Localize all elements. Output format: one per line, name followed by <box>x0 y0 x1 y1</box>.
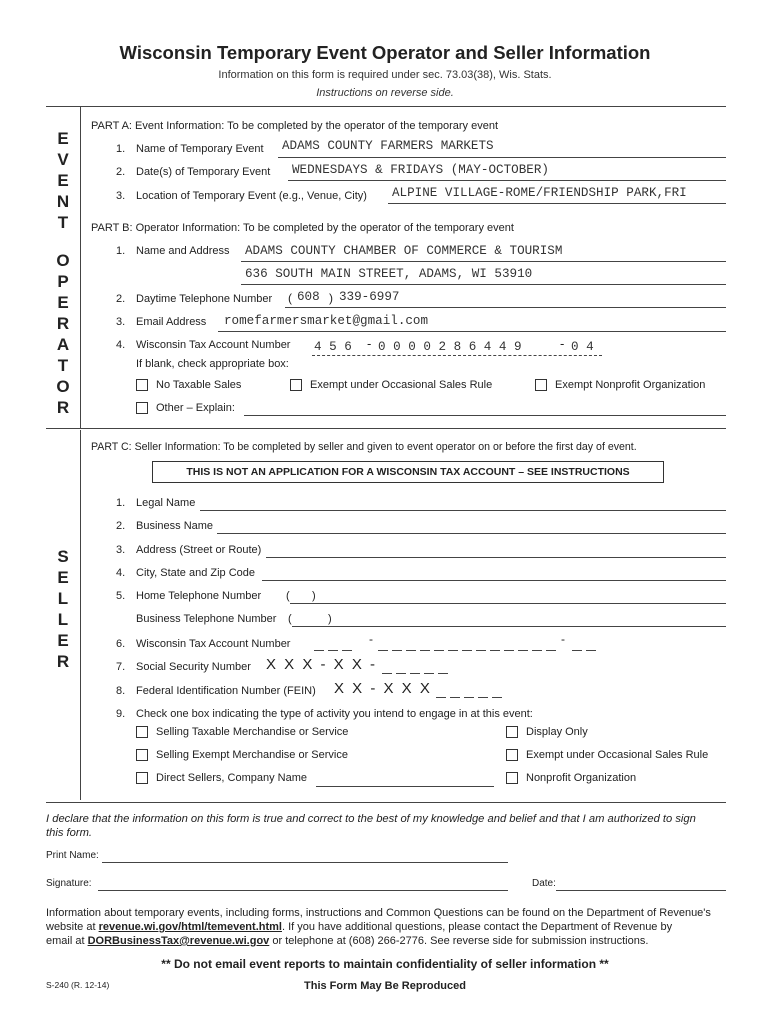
part-b-item3-num: 3. <box>116 316 126 328</box>
direct-sellers-label: Direct Sellers, Company Name <box>156 772 307 784</box>
operator-email-value[interactable]: romefarmersmarket@gmail.com <box>224 314 429 328</box>
exempt-occasional-label: Exempt under Occasional Sales Rule <box>310 379 493 391</box>
direct-sellers-company-line[interactable] <box>316 786 494 787</box>
operator-address-value[interactable]: 636 SOUTH MAIN STREET, ADAMS, WI 53910 <box>245 267 533 281</box>
business-phone-line[interactable] <box>292 626 726 627</box>
seller-item4-num: 4. <box>116 567 126 579</box>
selling-exempt-label: Selling Exempt Merchandise or Service <box>156 749 348 761</box>
instructions-note: Instructions on reverse side. <box>316 87 454 99</box>
other-explain-line[interactable] <box>244 415 726 416</box>
form-id: S-240 (R. 12-14) <box>46 980 110 990</box>
seller-city-label: City, State and Zip Code <box>136 567 256 579</box>
business-phone-close-paren: ) <box>328 613 332 625</box>
legal-name-label: Legal Name <box>136 497 196 509</box>
fein-digit-blank <box>478 697 488 698</box>
exempt-nonprofit-label: Exempt Nonprofit Organization <box>555 379 706 391</box>
event-name-label: Name of Temporary Event <box>136 143 264 155</box>
tax-digit-blank <box>314 650 324 651</box>
part-a-item1-num: 1. <box>116 143 126 155</box>
display-only-label: Display Only <box>526 726 588 738</box>
required-note: Information on this form is required under sec. 73.03(38), Wis. Stats. <box>218 69 552 81</box>
seller-item8-num: 8. <box>116 685 126 697</box>
info-mid: . If you have additional questions, please contact the Department of Revenue by <box>281 921 673 933</box>
tax-digit-blank <box>342 650 352 651</box>
home-phone-label: Home Telephone Number <box>136 590 262 602</box>
info-line2 <box>46 921 672 933</box>
fein-digit-blank <box>450 697 460 698</box>
part-c-heading: PART C: Seller Information: To be completed by seller and given to event operator on or before the first day of event. <box>91 441 637 453</box>
side-label-operator: O P E R A T O R <box>56 251 70 417</box>
ssn-mask: X X X - X X - <box>266 656 378 673</box>
ssn-digit-blank <box>438 673 448 674</box>
business-phone-open-paren: ( <box>288 613 292 625</box>
display-only-checkbox[interactable] <box>506 726 518 738</box>
event-dates-label: Date(s) of Temporary Event <box>136 166 271 178</box>
mid-rule <box>46 428 726 429</box>
seller-item7-num: 7. <box>116 661 126 673</box>
nonprofit-label: Nonprofit Organization <box>526 772 637 784</box>
date-line[interactable] <box>556 890 726 891</box>
activity-label: Check one box indicating the type of activity you intend to engage in at this event: <box>136 708 533 720</box>
declaration-line1: I declare that the information on this form is true and correct to the best of my knowledge and belief and that I am authorized to sign <box>46 813 696 825</box>
operator-phone-close-paren: ) <box>329 291 333 305</box>
tax-digit-blank <box>392 650 402 651</box>
left-divider-seller <box>80 430 81 800</box>
fein-digit-blank <box>436 697 446 698</box>
tax-digit-blank <box>378 650 388 651</box>
tax-digit-blank <box>546 650 556 651</box>
selling-taxable-label: Selling Taxable Merchandise or Service <box>156 726 349 738</box>
info-pre-link: website at <box>46 921 96 933</box>
tax-digit-blank <box>462 650 472 651</box>
tax-digit-blank <box>476 650 486 651</box>
ssn-digit-blank <box>396 673 406 674</box>
fein-digit-blank <box>464 697 474 698</box>
seller-item1-num: 1. <box>116 497 126 509</box>
operator-address-line <box>241 284 726 285</box>
tax-digit-blank <box>328 650 338 651</box>
event-dates-value[interactable]: WEDNESDAYS & FRIDAYS (MAY-OCTOBER) <box>292 163 549 177</box>
tax-digit-blank <box>532 650 542 651</box>
info-line3-pre: email at <box>46 935 85 947</box>
side-label-event: E V E N T <box>56 129 70 232</box>
operator-tax-part2[interactable]: 0 0 0 0 2 8 6 4 4 9 <box>378 340 522 354</box>
operator-phone-area[interactable]: 608 <box>297 290 320 304</box>
other-explain-label: Other – Explain: <box>156 402 235 414</box>
seller-item9-num: 9. <box>116 708 126 720</box>
side-label-seller: S E L L E R <box>56 547 70 671</box>
home-phone-line[interactable] <box>290 603 726 604</box>
seller-tax-account-label: Wisconsin Tax Account Number <box>136 638 291 650</box>
tax-digit-blank <box>504 650 514 651</box>
seller-address-label: Address (Street or Route) <box>136 544 262 556</box>
info-line1: Information about temporary events, including forms, instructions and Common Questions can be found on the Department of Revenue's <box>46 907 711 919</box>
operator-tax-sep2: - <box>560 336 565 351</box>
seller-tax-sep1: - <box>369 632 373 646</box>
blank-check-note: If blank, check appropriate box: <box>136 358 289 370</box>
selling-taxable-checkbox[interactable] <box>136 726 148 738</box>
operator-email-label: Email Address <box>136 316 207 328</box>
exempt-nonprofit-checkbox[interactable] <box>535 379 547 391</box>
business-name-label: Business Name <box>136 520 214 532</box>
seller-tax-sep2: - <box>561 632 565 646</box>
home-phone-open-paren: ( <box>286 590 290 602</box>
nonprofit-checkbox[interactable] <box>506 772 518 784</box>
temevent-link[interactable]: revenue.wi.gov/html/temevent.html <box>98 921 282 933</box>
signature-label: Signature: <box>46 878 92 889</box>
selling-exempt-checkbox[interactable] <box>136 749 148 761</box>
date-label: Date: <box>532 878 556 889</box>
operator-tax-account-label: Wisconsin Tax Account Number <box>136 339 291 351</box>
email-link[interactable]: DORBusinessTax@revenue.wi.gov <box>87 935 270 947</box>
event-name-line <box>278 157 726 158</box>
bottom-rule <box>46 802 726 803</box>
tax-digit-blank <box>406 650 416 651</box>
ssn-digit-blank <box>382 673 392 674</box>
event-name-value[interactable]: ADAMS COUNTY FARMERS MARKETS <box>282 139 494 153</box>
operator-phone-value[interactable]: 339-6997 <box>339 290 400 304</box>
fein-label: Federal Identification Number (FEIN) <box>136 685 316 697</box>
part-b-item2-num: 2. <box>116 293 126 305</box>
print-name-label: Print Name: <box>46 850 99 861</box>
business-phone-label: Business Telephone Number <box>136 613 277 625</box>
operator-phone-open-paren: ( <box>288 291 292 305</box>
event-location-label: Location of Temporary Event (e.g., Venue, City) <box>136 190 367 202</box>
legal-name-line[interactable] <box>200 510 726 511</box>
operator-tax-part1[interactable]: 4 5 6 <box>314 340 352 354</box>
top-rule <box>46 106 726 107</box>
part-a-heading: PART A: Event Information: To be completed by the operator of the temporary event <box>91 120 499 132</box>
part-b-item4-num: 4. <box>116 339 126 351</box>
operator-phone-line <box>285 307 726 308</box>
operator-name-label: Name and Address <box>136 245 230 257</box>
no-taxable-sales-checkbox[interactable] <box>136 379 148 391</box>
tax-digit-blank <box>572 650 582 651</box>
print-name-line[interactable] <box>102 862 508 863</box>
exempt-occasional-seller-checkbox[interactable] <box>506 749 518 761</box>
form-title: Wisconsin Temporary Event Operator and Seller Information <box>119 42 651 63</box>
tax-digit-blank <box>490 650 500 651</box>
not-application-banner: THIS IS NOT AN APPLICATION FOR A WISCONSIN TAX ACCOUNT – SEE INSTRUCTIONS <box>152 461 664 483</box>
no-taxable-sales-label: No Taxable Sales <box>156 379 242 391</box>
home-phone-close-paren: ) <box>312 590 316 602</box>
seller-city-line[interactable] <box>262 580 726 581</box>
seller-item6-num: 6. <box>116 638 126 650</box>
business-name-line[interactable] <box>217 533 726 534</box>
ssn-label: Social Security Number <box>136 661 251 673</box>
direct-sellers-checkbox[interactable] <box>136 772 148 784</box>
tax-digit-blank <box>448 650 458 651</box>
exempt-occasional-checkbox[interactable] <box>290 379 302 391</box>
part-a-item3-num: 3. <box>116 190 126 202</box>
info-line3 <box>46 935 648 947</box>
seller-item2-num: 2. <box>116 520 126 532</box>
operator-name-line <box>241 261 726 262</box>
left-divider-operator <box>80 106 81 428</box>
seller-item5-num: 5. <box>116 590 126 602</box>
event-dates-line <box>288 180 726 181</box>
tax-digit-blank <box>420 650 430 651</box>
part-b-heading: PART B: Operator Information: To be completed by the operator of the temporary event <box>91 222 514 234</box>
operator-email-line <box>218 331 726 332</box>
ssn-digit-blank <box>410 673 420 674</box>
other-explain-checkbox[interactable] <box>136 402 148 414</box>
tax-digit-blank <box>518 650 528 651</box>
info-line3-post: or telephone at (608) 266-2776. See reverse side for submission instructions. <box>272 935 649 947</box>
signature-line[interactable] <box>98 890 508 891</box>
exempt-occasional-seller-label: Exempt under Occasional Sales Rule <box>526 749 709 761</box>
part-b-item1-num: 1. <box>116 245 126 257</box>
ssn-digit-blank <box>424 673 434 674</box>
operator-phone-label: Daytime Telephone Number <box>136 293 273 305</box>
seller-item3-num: 3. <box>116 544 126 556</box>
operator-tax-sep1: - <box>367 336 372 351</box>
operator-tax-line <box>312 355 602 356</box>
event-location-value[interactable]: ALPINE VILLAGE-ROME/FRIENDSHIP PARK,FRI <box>392 186 687 200</box>
part-a-item2-num: 2. <box>116 166 126 178</box>
tax-digit-blank <box>586 650 596 651</box>
seller-address-line[interactable] <box>266 557 726 558</box>
confidentiality-warning: ** Do not email event reports to maintain confidentiality of seller information ** <box>161 957 609 971</box>
fein-digit-blank <box>492 697 502 698</box>
tax-digit-blank <box>434 650 444 651</box>
operator-tax-part3[interactable]: 0 4 <box>571 340 594 354</box>
event-location-line <box>388 203 726 204</box>
fein-mask: X X - X X X <box>334 680 432 697</box>
operator-name-value[interactable]: ADAMS COUNTY CHAMBER OF COMMERCE & TOURISM <box>245 244 563 258</box>
reproduce-note: This Form May Be Reproduced <box>304 980 466 992</box>
declaration-line2: this form. <box>46 827 93 839</box>
